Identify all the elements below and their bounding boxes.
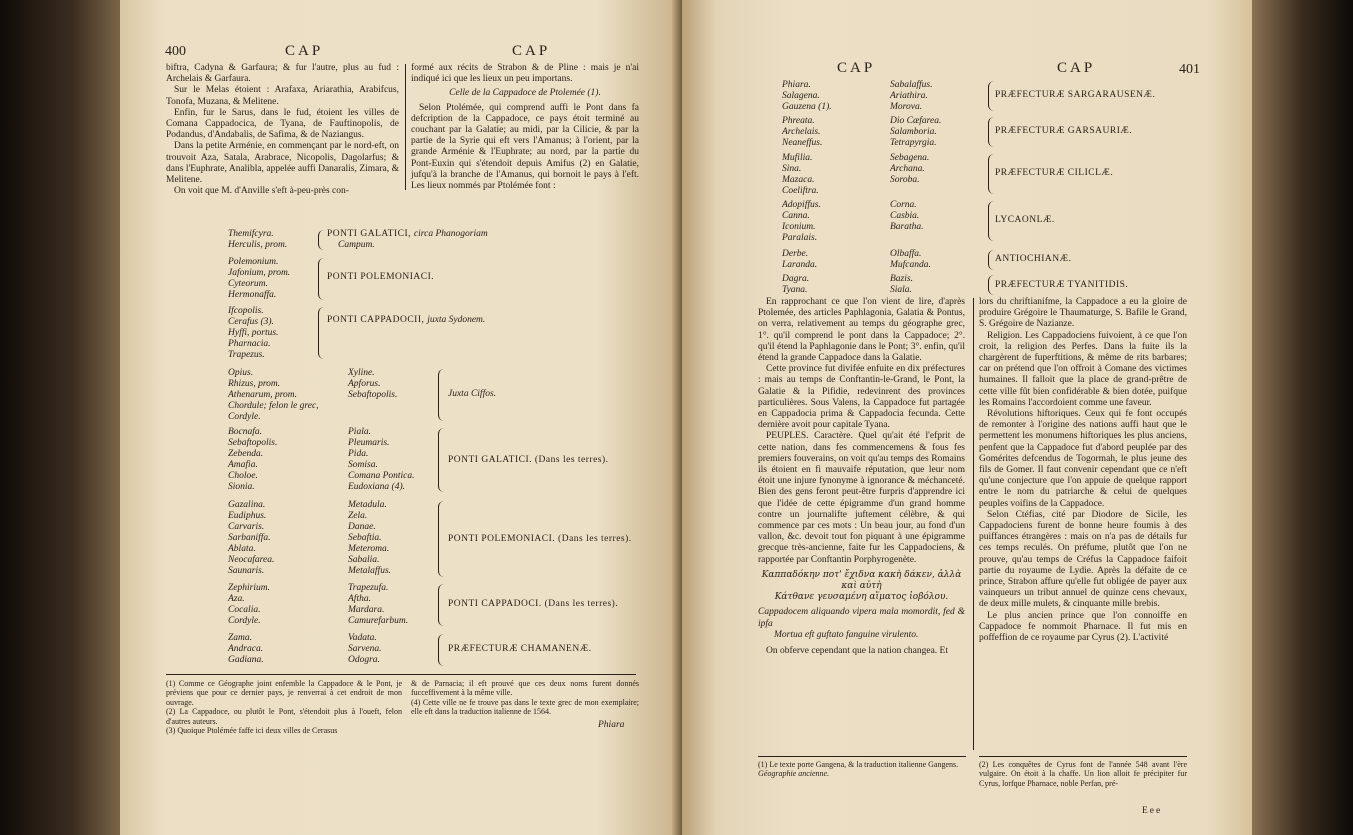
list-item: Trapezus. bbox=[228, 350, 265, 360]
list-item: Olbaffa. bbox=[890, 249, 922, 259]
place-list bbox=[348, 500, 391, 577]
text-column bbox=[166, 63, 399, 197]
footnote-rule bbox=[758, 756, 966, 757]
brace bbox=[438, 634, 444, 666]
list-item: Paralais. bbox=[782, 233, 818, 243]
list-item: Athenarum, prom. bbox=[228, 390, 298, 400]
group-label: LYCAONLÆ. bbox=[995, 215, 1055, 225]
group-label: PRÆFECTURÆ GARSAURIÆ. bbox=[995, 126, 1133, 136]
place-list bbox=[782, 153, 819, 197]
list-item: Sebaftopolis. bbox=[228, 438, 278, 448]
place-list bbox=[348, 368, 397, 401]
text-column bbox=[979, 297, 1187, 644]
list-item: Jafonium, prom. bbox=[228, 268, 291, 278]
list-item: Canna. bbox=[782, 211, 810, 221]
paragraph: On voit que M. d'Anville s'eft à-peu-près con- bbox=[174, 186, 349, 197]
list-item: Gazalina. bbox=[228, 500, 266, 510]
group-label: PONTI CAPPADOCI. (Dans les terres). bbox=[448, 599, 619, 609]
list-item: Somisa. bbox=[348, 460, 378, 470]
list-item: Zama. bbox=[228, 633, 253, 643]
list-item: Coeliftra. bbox=[782, 186, 819, 196]
list-item: Carvaris. bbox=[228, 522, 265, 532]
text-column bbox=[758, 297, 965, 657]
list-item: Cordyle. bbox=[228, 412, 261, 422]
list-item: Casbia. bbox=[890, 211, 920, 221]
list-item: Pharnacia. bbox=[228, 339, 271, 349]
place-list bbox=[228, 633, 264, 666]
list-item: Pleumaris. bbox=[348, 438, 390, 448]
list-item: Neocafarea. bbox=[228, 555, 275, 565]
place-list bbox=[228, 427, 277, 493]
brace bbox=[438, 369, 444, 421]
brace bbox=[318, 230, 324, 250]
paragraph: PEUPLES. Caractère. Quel qu'ait été l'efprit de cette nation, dans fes commencemens & fous fes premiers fouverains, on voit qu'au temps des Romains ils étoient en fi mauvaife réputation, que leur nom étoit une injure fynonyme à ignorance & méchanceté. Bien des gens feront peut-être furpris d'apprendre ici que l'idée de cette épigramme d'un grand homme contre un journalifte juftement célèbre, & qui commence par ces mots : Un beau jour, au fond d'un vallon, &c. devoit tout fon piquant à une épigramme grecque très-ancienne, faite fur les Cappadociens, & rapportée par Conftantin Porphyrogenète. bbox=[758, 431, 965, 565]
list-item: Cordyle. bbox=[228, 616, 261, 626]
list-item: Themifcyra. bbox=[228, 229, 274, 239]
list-item: Salagena. bbox=[782, 91, 820, 101]
brace bbox=[988, 201, 994, 241]
group-label: PONTI POLEMONIACI. (Dans les terres). bbox=[448, 534, 632, 544]
right-page-edges bbox=[1252, 0, 1353, 835]
brace bbox=[438, 501, 444, 577]
list-item: Corna. bbox=[890, 200, 917, 210]
list-item: Apforus. bbox=[348, 379, 381, 389]
list-item: Baratha. bbox=[890, 222, 924, 232]
list-item: Zela. bbox=[348, 511, 368, 521]
group-label-text: PONTI GALATICI, bbox=[327, 229, 412, 239]
list-item: Phiara. bbox=[782, 80, 811, 90]
paragraph: lors du chriftianifme, la Cappadoce a eu la gloire de produire Grégoire le Thaumaturge, S. Bafile le Grand, S. Grégoire de Nazianze. bbox=[979, 297, 1187, 330]
footnote: & de Parnacia; il eft prouvé que ces deux noms furent donnés fucceffivement à la même ville. bbox=[411, 679, 639, 698]
list-item: Pida. bbox=[348, 449, 369, 459]
list-item: Sionia. bbox=[228, 482, 255, 492]
running-head: CAP bbox=[1057, 60, 1096, 76]
list-item: Morova. bbox=[890, 102, 923, 112]
place-list bbox=[890, 249, 931, 271]
footnotes bbox=[758, 760, 966, 779]
paragraph: Le plus ancien prince que l'on connoiffe en Cappadoce fe nommoit Pharnace. Il fut mis en poffeffion de ce royaume par Cyrus (2). L'activité bbox=[979, 610, 1187, 644]
list-item: Iconium. bbox=[782, 222, 816, 232]
paragraph: formé aux récits de Strabon & de Pline : mais je n'ai indiqué ici que les lieux un peu importans. bbox=[411, 63, 639, 85]
list-item: Dio Cæfarea. bbox=[890, 116, 942, 126]
group-label: Juxta Ciffos. bbox=[448, 389, 497, 399]
list-item: Saunaris. bbox=[228, 566, 265, 576]
group-label-sub: circa Phanogoriam bbox=[413, 229, 488, 239]
list-item: Eudiphus. bbox=[228, 511, 267, 521]
list-item: Cerafus (3). bbox=[228, 317, 274, 327]
list-item: Soroba. bbox=[890, 175, 920, 185]
footnotes bbox=[411, 679, 639, 717]
group-label: PRÆFECTURÆ TYANITIDIS. bbox=[995, 280, 1129, 290]
list-item: Zebenda. bbox=[228, 449, 264, 459]
list-item: Polemonium. bbox=[228, 257, 279, 267]
list-item: Zephirium. bbox=[228, 583, 270, 593]
list-item: Ablata. bbox=[228, 544, 256, 554]
list-item: Comana Pontica. bbox=[348, 471, 415, 481]
place-list bbox=[782, 200, 821, 244]
place-list bbox=[782, 116, 822, 149]
list-item: Sabalaffus. bbox=[890, 80, 933, 90]
paragraph: Religion. Les Cappadociens fuivoient, à ce que l'on croit, la religion des Perfes. Dans la fuite ils la chargèrent de fuperftitions, & même de rits barbares; car on prétend que l'on offroit à Comane des victimes humaines. Il falloit que la place de grand-prêtre de cette ville fût bien confidérable & bien dotée, puifque les Romains l'accordoient comme une faveur. bbox=[979, 330, 1187, 408]
footer-title: Géographie ancienne. bbox=[758, 769, 830, 779]
brace bbox=[988, 81, 994, 111]
list-item: Sebaftopolis. bbox=[348, 390, 398, 400]
list-item: Hyffi, portus. bbox=[228, 328, 279, 338]
brace bbox=[988, 117, 994, 147]
list-item: Odogra. bbox=[348, 655, 380, 665]
greek-verse: Καππαδόκην ποτ' ἔχιδνα κακὴ δάκεν, ἀλλὰ καὶ αὐτὴ bbox=[761, 569, 962, 592]
list-item: Gauzena (1). bbox=[782, 102, 832, 112]
brace bbox=[988, 250, 994, 270]
footnote-rule bbox=[979, 756, 1187, 757]
signature-mark: Eee bbox=[1142, 806, 1163, 816]
footnote: (1) Comme ce Géographe joint enfemble la Cappadoce & le Pont, je préviens que pour ce dernier pays, je renverrai à cet endroit de mon ouvrage. bbox=[166, 679, 402, 707]
place-list bbox=[228, 229, 287, 251]
page-number: 400 bbox=[165, 44, 186, 59]
list-item: Andraca. bbox=[228, 644, 264, 654]
group-label-sub: Campum. bbox=[338, 240, 375, 250]
group-label: PONTI GALATICI. (Dans les terres). bbox=[448, 455, 609, 465]
list-item: Camurefarbum. bbox=[348, 616, 409, 626]
footnote: (1) Le texte porte Gangena, & la traduction italienne Gangens. bbox=[758, 760, 959, 769]
list-item: Sebaftia. bbox=[348, 533, 382, 543]
list-item: Vadata. bbox=[348, 633, 377, 643]
list-item: Metalaffus. bbox=[348, 566, 392, 576]
place-list bbox=[228, 257, 290, 301]
running-head: CAP bbox=[837, 60, 876, 76]
list-item: Sarvena. bbox=[348, 644, 382, 654]
paragraph: Cette province fut divifée enfuite en dix préfectures : mais au temps de Conftantin-le-Grand, le Pont, la Galatie & la Pifidie, redevinrent des provinces particulières. Sous Valens, la Cappadoce fut partagée en Cappadocia prima & Cappadocia fecunda. Cette dernière avoit pour capitale Tyana. bbox=[758, 364, 965, 431]
list-item: Archana. bbox=[890, 164, 925, 174]
place-list bbox=[890, 200, 924, 233]
footnote: (2) Les conquêtes de Cyrus font de l'année 548 avant l'ère vulgaire. On étoit à la chaffe. Un lion alloit fe précipiter fur Cyrus, lorfque Pharnace, noble Perfan, pré- bbox=[979, 760, 1187, 788]
left-page-edges bbox=[0, 0, 120, 835]
list-item: Tetrapyrgia. bbox=[890, 138, 937, 148]
place-list bbox=[782, 249, 817, 271]
brace bbox=[438, 428, 444, 492]
group-label-text: PONTI CAPPADOCII, bbox=[327, 315, 425, 325]
list-item: Bazis. bbox=[890, 274, 913, 284]
footnote: (4) Cette ville ne fe trouve pas dans le texte grec de mon exemplaire; elle eft dans la traduction italienne de 1564. bbox=[411, 697, 639, 717]
brace bbox=[318, 307, 324, 359]
place-list bbox=[228, 583, 270, 627]
list-item: Eudoxiana (4). bbox=[348, 482, 405, 492]
list-item: Opius. bbox=[228, 368, 254, 378]
group-label: PRÆFECTURÆ CHAMANENÆ. bbox=[448, 644, 592, 654]
place-list bbox=[890, 274, 913, 296]
list-item: Piala. bbox=[348, 427, 371, 437]
list-item: Bocnafa. bbox=[228, 427, 263, 437]
list-item: Cocalia. bbox=[228, 605, 261, 615]
place-list bbox=[782, 80, 832, 113]
place-list bbox=[890, 153, 929, 186]
list-item: Sabalia. bbox=[348, 555, 380, 565]
list-item: Mufilia. bbox=[782, 153, 813, 163]
paragraph: On obferve cependant que la nation changea. Et bbox=[766, 646, 949, 657]
paragraph: En rapprochant ce que l'on vient de lire, d'après Ptolemée, des articles Paphlagonia, Galatia & Pontus, on verra, relativement au temps du géographe grec, 1°. qu'il comprend le pont dans la Cappadoce; 2°. qu'il étend la Paphlagonie dans le Pont; 3°. enfin, qu'il étend la grande Cappadoce dans la Galatie. bbox=[758, 297, 965, 364]
list-item: Xyline. bbox=[348, 368, 375, 378]
brace bbox=[318, 258, 324, 300]
list-item: Mufcanda. bbox=[890, 260, 931, 270]
paragraph: Selon Ptolémée, qui comprend auffi le Pont dans fa defcription de la Cappadoce, ce pays étoit terminé au couchant par la Galatie; au midi, par la Cilicie, & par la partie de la Syrie qui eft vers l'Amanus; à l'orient, par la grande Arménie & l'Euphrate; au nord, par la partie du Pont-Euxin qui s'étendoit depuis Amifus (2) en Galatie, jufqu'à la branche de l'Amanus, qui bornoit le pays à l'eft. Les lieux nommés par Ptolémée font : bbox=[411, 102, 639, 192]
column-divider bbox=[405, 64, 406, 190]
place-list bbox=[348, 633, 382, 666]
place-list bbox=[890, 116, 941, 149]
list-item: Archelais. bbox=[782, 127, 821, 137]
page-number: 401 bbox=[1179, 62, 1200, 77]
paragraph: Sur le Melas étoient : Arafaxa, Ariarathia, Arabifcus, Tonofa, Muzana, & Melitene. bbox=[166, 85, 399, 107]
group-label: PRÆFECTURÆ SARGARAUSENÆ. bbox=[995, 90, 1156, 100]
brace bbox=[988, 154, 994, 194]
group-label bbox=[327, 229, 488, 239]
list-item: Chordule; felon le grec, bbox=[228, 401, 319, 411]
place-list bbox=[782, 274, 809, 296]
footnote: (3) Quoique Ptolémée faffe ici deux villes de Cerasus bbox=[166, 726, 338, 736]
list-item: Rhizus, prom. bbox=[228, 379, 281, 389]
text-column bbox=[411, 63, 639, 192]
group-label: ANTIOCHIANÆ. bbox=[995, 254, 1072, 264]
list-item: Meteroma. bbox=[348, 544, 390, 554]
list-item: Danae. bbox=[348, 522, 376, 532]
group-label: PRÆFECTURÆ CILICLÆ. bbox=[995, 168, 1114, 178]
right-page bbox=[682, 0, 1252, 835]
place-list bbox=[228, 500, 274, 577]
footnote: (2) La Cappadoce, ou plutôt le Pont, s'étendoit plus à l'oueft, felon d'autres auteurs. bbox=[166, 707, 402, 726]
group-label bbox=[327, 315, 485, 325]
paragraph: Révolutions hiftoriques. Ceux qui fe font occupés de remonter à l'origine des nations auffi haut que le permettent les monumens hiftoriques les plus anciens, penfent que la Cappadoce fut d'abord peuplée par des Gomérites defcendus de Togormah, le plus jeune des fils de Gomer. Il faut convenir cependant que ce n'eft qu'une conjecture que l'on appuie de quelque rapport entre le nom du patriarche & celui de quelques peuples voifins de la Cappadoce. bbox=[979, 409, 1187, 509]
running-head: CAP bbox=[285, 43, 324, 59]
left-page bbox=[120, 0, 680, 835]
list-item: Aftha. bbox=[348, 594, 371, 604]
place-list bbox=[228, 368, 319, 423]
paragraph: biftra, Cadyna & Garfaura; & fur l'autre, plus au fud : Archelais & Garfaura. bbox=[166, 63, 399, 85]
place-list bbox=[348, 583, 408, 627]
list-item: Aza. bbox=[228, 594, 245, 604]
footnote-rule bbox=[166, 674, 636, 675]
list-item: Hermonaffa. bbox=[228, 290, 277, 300]
list-item: Herculis, prom. bbox=[228, 240, 288, 250]
paragraph: Dans la petite Arménie, en commençant par le nord-eft, on trouvoit Aza, Satala, Arabrace, Nicopolis, Dagolarfus; & dans l'Euphrate, Analibla, appelée auffi Danaralis, Zimara, & Melitene. bbox=[166, 141, 399, 186]
list-item: Cyteorum. bbox=[228, 279, 268, 289]
brace bbox=[988, 275, 994, 295]
place-list bbox=[228, 306, 278, 361]
list-item: Trapezufa. bbox=[348, 583, 389, 593]
brace bbox=[438, 584, 444, 626]
list-item: Amafia. bbox=[228, 460, 258, 470]
paragraph: Enfin, fur le Sarus, dans le fud, étoient les villes de Comana Cappadocica, de Tyana, de Fauftinopolis, de Podandus, d'Andabalis, de Safima, & de Naziangus. bbox=[166, 107, 399, 141]
list-item: Derbe. bbox=[782, 249, 809, 259]
footnotes bbox=[166, 679, 402, 735]
list-item: Gadiana. bbox=[228, 655, 264, 665]
place-list bbox=[890, 80, 933, 113]
list-item: Salamboria. bbox=[890, 127, 937, 137]
running-head: CAP bbox=[512, 43, 551, 59]
list-item: Sebagena. bbox=[890, 153, 930, 163]
list-item: Ifcopolis. bbox=[228, 306, 264, 316]
place-list bbox=[348, 427, 415, 493]
list-item: Dagra. bbox=[782, 274, 810, 284]
greek-verse: Κάτθανε γευσαμένη αἵματος ἰοβόλου. bbox=[774, 592, 949, 603]
catchword: Phiara bbox=[598, 720, 625, 730]
latin-verse: Mortua eft guftato fanguine virulento. bbox=[774, 629, 919, 640]
list-item: Mardara. bbox=[348, 605, 385, 615]
list-item: Adopiffus. bbox=[782, 200, 821, 210]
list-item: Tyana. bbox=[782, 285, 808, 295]
list-item: Siala. bbox=[890, 285, 912, 295]
group-label-sub: juxta Sydonem. bbox=[427, 315, 486, 325]
list-item: Sarbaniffa. bbox=[228, 533, 271, 543]
section-heading: Celle de la Cappadoce de Ptolemée (1). bbox=[449, 88, 601, 99]
list-item: Mazaca. bbox=[782, 175, 815, 185]
list-item: Metadula. bbox=[348, 500, 387, 510]
latin-verse: Cappadocem aliquando vipera mala momordit, fed & ipfa bbox=[758, 607, 965, 629]
list-item: Neaneffus. bbox=[782, 138, 823, 148]
group-label: PONTI POLEMONIACI. bbox=[327, 272, 435, 282]
list-item: Ariathira. bbox=[890, 91, 928, 101]
list-item: Phreata. bbox=[782, 116, 815, 126]
footnotes bbox=[979, 760, 1187, 788]
paragraph: Selon Ctéfias, cité par Diodore de Sicile, les Cappadociens furent de bonne heure foumis à des puiffances étrangères : mais on n'a pas de détails fur ces temps reculés. On préfume, plutôt que l'on ne prouve, qu'au temps de Créfus la Cappadoce faifoit partie du royaume de Lydie. Après la défaite de ce prince, Strabon affure qu'elle fut obligée de payer aux vainqueurs un tribut annuel de quinze cens chevaux, de deux mille mulets, & cinquante mille brebis. bbox=[979, 509, 1187, 610]
list-item: Choloe. bbox=[228, 471, 258, 481]
list-item: Laranda. bbox=[782, 260, 818, 270]
list-item: Sina. bbox=[782, 164, 802, 174]
column-divider bbox=[973, 298, 974, 750]
